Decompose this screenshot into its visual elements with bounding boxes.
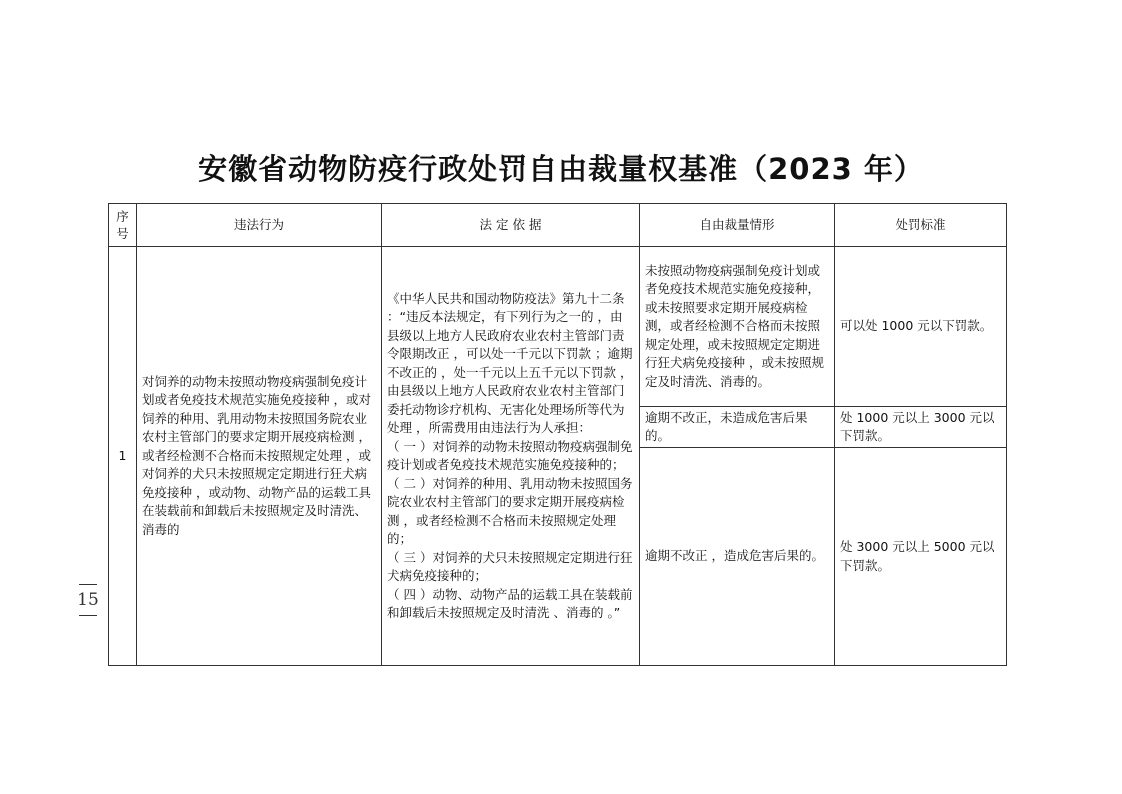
legal-basis-text: 《中华人民共和国动物防疫法》第九十二条 ：“违反本法规定，有下列行为之一的 ，由县级以上地方人民政府农业农村主管部门责令限期改正 ，可以处一千元以下罚款 ；逾期不改正的 ，处一千元以上五千元以下罚款 ，由县级以上地方人民政府农业农村主管部门委托动物诊疗机构、无害化处理场所等代为处理 ，所需费用由违法行为人承担： （ 一 ）对饲养的动物未按照动物疫病强制免疫计划或者免疫技术规范实施免疫接种的； （ 二 ）对饲养的种用、乳用动物未按照国务院农业农村主管部门的要求定期开展疫病检测 ，或者经检测不合格而未按照规定处理的； （ 三 ）对饲养的犬只未按照规定定期进行狂犬病免疫接种的； （ 四 ）动物、动物产品的运载工具在装载前和卸载后未按照规定及时清洗 、消毒的 。”	[387, 290, 633, 620]
violation-text: 对饲养的动物未按照动物疫病强制免疫计划或者免疫技术规范实施免疫接种 ，或对饲养的种用、乳用动物未按照国务院农业农村主管部门的要求定期开展疫病检测 ，或者经检测不合格而未按照规定处理 ，或对饲养的犬只未按照规定定期进行狂犬病免疫接种 ，或动物、动物产品的运载工具在装载前和卸载后未按照规定及时清洗、消毒的	[142, 373, 371, 537]
circumstance-cell-2	[640, 407, 835, 448]
row-seq-number: 1	[109, 247, 137, 666]
page-number	[76, 580, 100, 620]
circumstance-cell-3	[640, 448, 835, 666]
penalty-cell-1	[835, 247, 1007, 407]
penalty-text-3: 处 3000 元以上 5000 元以下罚款。	[840, 539, 995, 573]
circumstance-text-3: 逾期不改正 ，造成危害后果的。	[645, 548, 824, 564]
page-number-dash-bottom	[79, 615, 97, 616]
circumstance-cell-1	[640, 247, 835, 407]
table-header-row	[109, 204, 1007, 247]
document-title: 安徽省动物防疫行政处罚自由裁量权基准（2023 年）	[198, 152, 924, 186]
penalty-cell-2	[835, 407, 1007, 448]
violation-cell	[137, 247, 382, 666]
header-penalty: 处罚标准	[835, 204, 1007, 247]
header-seq	[109, 204, 137, 247]
header-legal-basis: 法 定 依 据	[382, 204, 640, 247]
table-row	[109, 247, 1007, 407]
circumstance-text-1: 未按照动物疫病强制免疫计划或者免疫技术规范实施免疫接种，或未按照要求定期开展疫病检测，或者经检测不合格而未按照规定处理，或未按照规定定期进行狂犬病免疫接种 ，或未按照规定及时清洗、消毒的。	[645, 262, 824, 389]
penalty-cell-3	[835, 448, 1007, 666]
page-number-dash-top	[79, 584, 97, 585]
penalty-text-2: 处 1000 元以上 3000 元以下罚款。	[840, 409, 995, 443]
header-seq-line1: 序	[116, 209, 129, 224]
legal-basis-cell	[382, 247, 640, 666]
penalty-standard-table	[108, 203, 1007, 666]
penalty-text-1: 可以处 1000 元以下罚款。	[840, 318, 993, 334]
circumstance-text-2: 逾期不改正，未造成危害后果的。	[645, 409, 808, 443]
page-number-value: 15	[77, 590, 99, 610]
header-circumstance: 自由裁量情形	[640, 204, 835, 247]
header-violation: 违法行为	[137, 204, 382, 247]
header-seq-line2: 号	[116, 226, 129, 241]
